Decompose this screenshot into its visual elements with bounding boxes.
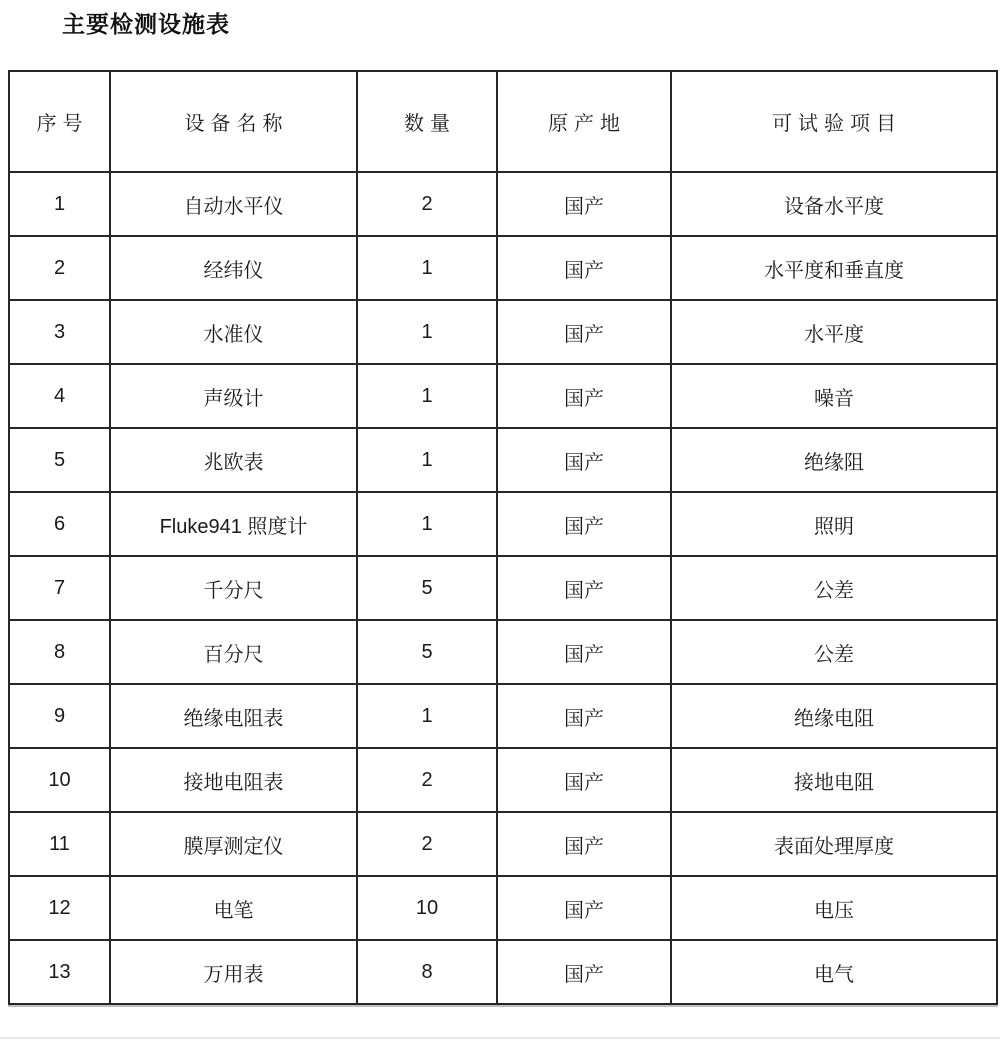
table-cell: 国产	[497, 748, 671, 812]
table-cell: 10	[9, 748, 110, 812]
header-cell: 序号	[9, 71, 110, 172]
table-cell: 经纬仪	[110, 236, 357, 300]
header-cell: 原产地	[497, 71, 671, 172]
table-cell: 百分尺	[110, 620, 357, 684]
table-cell: 5	[9, 428, 110, 492]
table-row	[9, 684, 997, 748]
table-cell: 1	[357, 492, 497, 556]
table-cell: 公差	[671, 620, 997, 684]
table-cell: 水平度	[671, 300, 997, 364]
table-cell: 水平度和垂直度	[671, 236, 997, 300]
table-cell: 国产	[497, 556, 671, 620]
table-row	[9, 812, 997, 876]
table-cell: 11	[9, 812, 110, 876]
table-cell: 表面处理厚度	[671, 812, 997, 876]
table-cell: 绝缘阻	[671, 428, 997, 492]
table-cell: 1	[357, 300, 497, 364]
table-cell: 1	[357, 236, 497, 300]
table-cell: 2	[357, 748, 497, 812]
table-cell: 国产	[497, 876, 671, 940]
table-cell: 1	[357, 684, 497, 748]
table-row	[9, 428, 997, 492]
table-cell: 国产	[497, 428, 671, 492]
table-row	[9, 876, 997, 940]
table-row	[9, 172, 997, 236]
table-cell: 4	[9, 364, 110, 428]
table-cell: 自动水平仪	[110, 172, 357, 236]
table-cell: 国产	[497, 620, 671, 684]
table-cell: 2	[9, 236, 110, 300]
table-cell: 国产	[497, 940, 671, 1004]
table-cell: 12	[9, 876, 110, 940]
table-cell: 接地电阻	[671, 748, 997, 812]
table-cell: 3	[9, 300, 110, 364]
table-cell: 10	[357, 876, 497, 940]
table-cell: 国产	[497, 172, 671, 236]
table-row	[9, 556, 997, 620]
table-cell: 设备水平度	[671, 172, 997, 236]
table-row	[9, 940, 997, 1004]
table-cell: 9	[9, 684, 110, 748]
table-cell: 绝缘电阻表	[110, 684, 357, 748]
table-cell: 13	[9, 940, 110, 1004]
table-cell: 声级计	[110, 364, 357, 428]
header-cell: 数量	[357, 71, 497, 172]
table-row	[9, 364, 997, 428]
table-cell: 水准仪	[110, 300, 357, 364]
table-cell: 8	[357, 940, 497, 1004]
table-cell: 国产	[497, 684, 671, 748]
table-cell: 国产	[497, 236, 671, 300]
table-cell: 5	[357, 620, 497, 684]
table-cell: 千分尺	[110, 556, 357, 620]
header-row	[9, 71, 997, 172]
table-cell: 公差	[671, 556, 997, 620]
table-cell: 国产	[497, 364, 671, 428]
table-cell: Fluke941 照度计	[110, 492, 357, 556]
table-row	[9, 300, 997, 364]
table-row	[9, 748, 997, 812]
table-cell: 2	[357, 172, 497, 236]
table-cell: 国产	[497, 492, 671, 556]
table-cell: 国产	[497, 300, 671, 364]
table-cell: 8	[9, 620, 110, 684]
table-cell: 电压	[671, 876, 997, 940]
table-cell: 万用表	[110, 940, 357, 1004]
table-row	[9, 620, 997, 684]
table-cell: 5	[357, 556, 497, 620]
table-cell: 膜厚测定仪	[110, 812, 357, 876]
table-row	[9, 236, 997, 300]
table-cell: 电气	[671, 940, 997, 1004]
table-cell: 照明	[671, 492, 997, 556]
equipment-table	[8, 70, 998, 1005]
page-title: 主要检测设施表	[62, 11, 230, 37]
header-cell: 可试验项目	[671, 71, 997, 172]
table-body	[9, 172, 997, 1004]
table-cell: 6	[9, 492, 110, 556]
table-cell: 噪音	[671, 364, 997, 428]
table-cell: 国产	[497, 812, 671, 876]
table-cell: 1	[9, 172, 110, 236]
header-cell: 设备名称	[110, 71, 357, 172]
table-row	[9, 492, 997, 556]
table-cell: 7	[9, 556, 110, 620]
table-cell: 绝缘电阻	[671, 684, 997, 748]
table-cell: 1	[357, 428, 497, 492]
table-cell: 1	[357, 364, 497, 428]
table-cell: 电笔	[110, 876, 357, 940]
table-cell: 兆欧表	[110, 428, 357, 492]
table-cell: 2	[357, 812, 497, 876]
page-bottom-divider	[0, 1037, 1000, 1039]
table-cell: 接地电阻表	[110, 748, 357, 812]
